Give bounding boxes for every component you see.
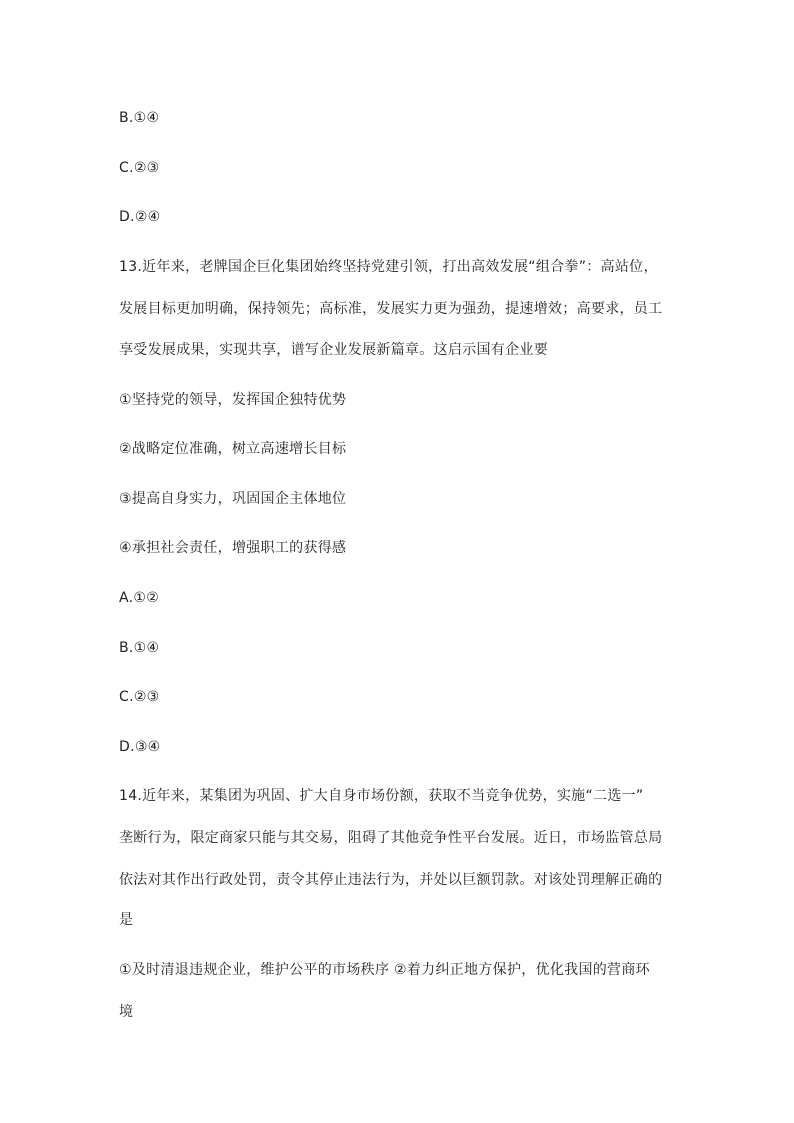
q13-stem-line-2: 发展目标更加明确，保持领先；高标准，发展实力更为强劲，提速增效；高要求，员工 — [119, 301, 663, 317]
q12-option-d: D.②④ — [119, 209, 161, 225]
q13-option-b: B.①④ — [119, 640, 160, 656]
q13-statement-4: ④承担社会责任，增强职工的获得感 — [119, 540, 347, 556]
q13-statement-2: ②战略定位准确，树立高速增长目标 — [119, 441, 347, 457]
q13-option-c: C.②③ — [119, 689, 160, 705]
q14-statements-line-1: ①及时清退违规企业，维护公平的市场秩序 ②着力纠正地方保护，优化我国的营商环 — [119, 962, 650, 978]
q14-stem-line-4: 是 — [119, 912, 134, 928]
q13-statement-3: ③提高自身实力，巩固国企主体地位 — [119, 491, 347, 507]
q13-option-a: A.①② — [119, 590, 160, 606]
q14-stem-line-3: 依法对其作出行政处罚，责令其停止违法行为，并处以巨额罚款。对该处罚理解正确的 — [119, 872, 663, 888]
q14-stem-line-2: 垄断行为，限定商家只能与其交易，阻碍了其他竞争性平台发展。近日，市场监管总局 — [119, 830, 663, 846]
q14-statements-line-2: 境 — [119, 1004, 134, 1020]
q13-stem-line-1: 13.近年来，老牌国企巨化集团始终坚持党建引领，打出高效发展“组合拳”：高站位， — [119, 259, 658, 275]
q12-option-b: B.①④ — [119, 110, 160, 126]
q12-option-c: C.②③ — [119, 160, 160, 176]
q13-statement-1: ①坚持党的领导，发挥国企独特优势 — [119, 392, 347, 408]
q13-stem-line-3: 享受发展成果，实现共享，谱写企业发展新篇章。这启示国有企业要 — [119, 342, 548, 358]
q14-stem-line-1: 14.近年来，某集团为巩固、扩大自身市场份额，获取不当竞争优势，实施“二选一” — [119, 788, 644, 804]
q13-option-d: D.③④ — [119, 739, 161, 755]
